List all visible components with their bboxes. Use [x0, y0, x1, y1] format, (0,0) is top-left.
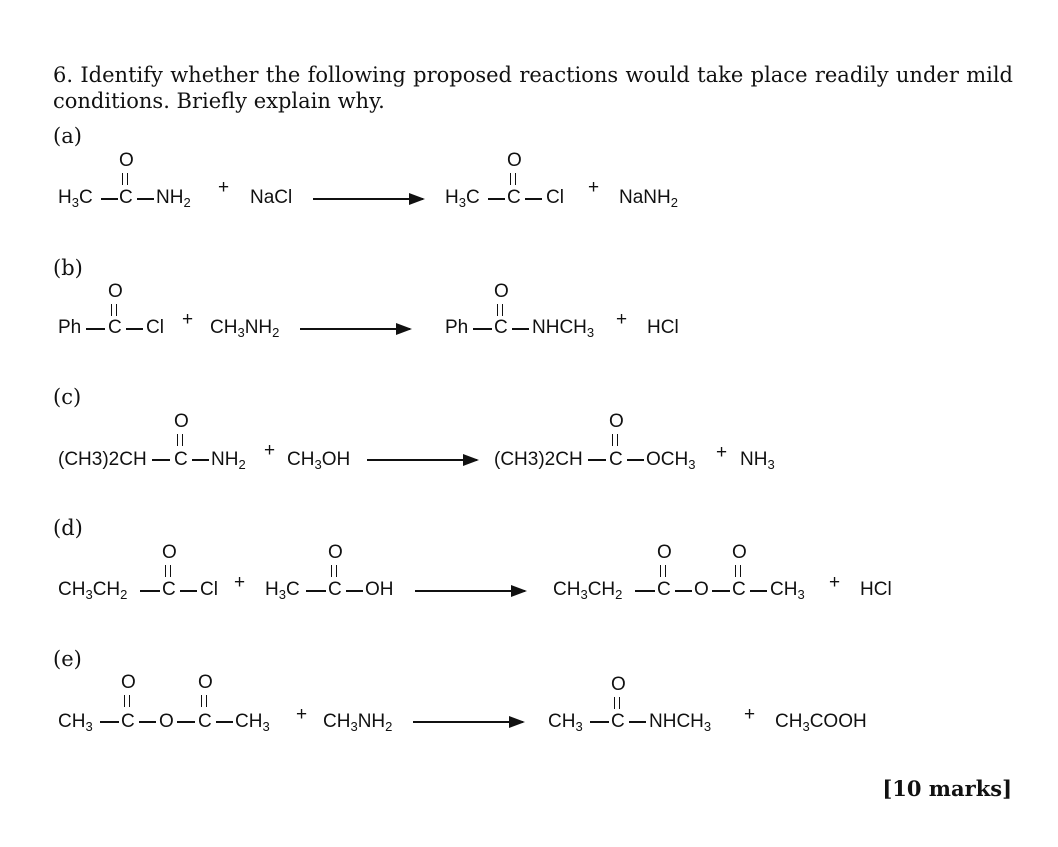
carbonyl-carbon: C	[657, 579, 671, 600]
single-bond	[590, 721, 609, 723]
carbonyl-oxygen: O	[119, 150, 134, 171]
carbonyl-oxygen: O	[507, 150, 522, 171]
reaction-arrow	[313, 198, 423, 200]
reactant-2: $CH_3NH_2$	[323, 711, 393, 734]
reactant-1-right-group: Cl	[146, 317, 164, 338]
plus-sign: +	[182, 309, 194, 330]
reactant-2-right-group: OH	[365, 579, 394, 600]
product-1-right-group: $NHCH_3$	[532, 317, 595, 340]
carbonyl-oxygen: O	[611, 674, 626, 695]
single-bond	[216, 721, 233, 723]
carbonyl-carbon: C	[174, 449, 188, 470]
single-bond	[137, 198, 154, 200]
product-1-left-group: $H_3C$	[445, 187, 480, 210]
single-bond	[750, 590, 767, 592]
single-bond	[180, 590, 197, 592]
carbonyl-carbon: C	[119, 187, 133, 208]
single-bond	[177, 721, 195, 723]
single-bond	[306, 590, 326, 592]
reactant-1-right-group: $CH_3$	[235, 711, 270, 734]
single-bond	[488, 198, 505, 200]
plus-sign: +	[218, 177, 230, 198]
plus-sign: +	[744, 704, 756, 725]
double-bond	[510, 173, 516, 185]
single-bond	[101, 198, 118, 200]
double-bond	[111, 304, 117, 316]
double-bond	[177, 434, 183, 446]
single-bond	[675, 590, 692, 592]
single-bond	[629, 721, 646, 723]
product-2: $CH_3COOH$	[775, 711, 867, 734]
single-bond	[140, 590, 160, 592]
product-1-right-group: $NHCH_3$	[649, 711, 712, 734]
single-bond	[86, 328, 105, 330]
reaction-arrow	[413, 721, 523, 723]
carbonyl-carbon: C	[108, 317, 122, 338]
carbonyl-carbon: C	[198, 711, 212, 732]
part-label-c: (c)	[53, 385, 82, 409]
plus-sign: +	[829, 572, 841, 593]
reactant-1-left-group: $H_3C$	[58, 187, 93, 210]
carbonyl-carbon: C	[609, 449, 623, 470]
marks-label: [10 marks]	[882, 776, 1012, 801]
single-bond	[635, 590, 655, 592]
reactant-2: $CH_3OH$	[287, 449, 351, 472]
carbonyl-carbon: C	[328, 579, 342, 600]
single-bond	[712, 590, 730, 592]
carbonyl-carbon: C	[507, 187, 521, 208]
single-bond	[346, 590, 363, 592]
part-label-b: (b)	[53, 256, 83, 280]
reactant-2: $CH_3NH_2$	[210, 317, 280, 340]
carbonyl-oxygen: O	[174, 411, 189, 432]
carbonyl-oxygen: O	[198, 672, 213, 693]
part-label-a: (a)	[53, 124, 82, 148]
double-bond	[124, 695, 130, 707]
single-bond	[627, 459, 644, 461]
single-bond	[126, 328, 143, 330]
double-bond	[735, 565, 741, 577]
carbonyl-carbon: C	[611, 711, 625, 732]
carbonyl-carbon: C	[732, 579, 746, 600]
ester-bridge-oxygen: O	[694, 579, 709, 600]
product-1-right-group: Cl	[546, 187, 564, 208]
reactant-1-left-group: (CH3)2CH	[58, 449, 147, 470]
reaction-arrow	[415, 590, 525, 592]
double-bond	[122, 173, 128, 185]
single-bond	[512, 328, 529, 330]
carbonyl-oxygen: O	[494, 281, 509, 302]
double-bond	[660, 565, 666, 577]
carbonyl-oxygen: O	[609, 411, 624, 432]
carbonyl-oxygen: O	[108, 281, 123, 302]
product-2: HCl	[647, 317, 679, 338]
reactant-1-right-group: Cl	[200, 579, 218, 600]
double-bond	[497, 304, 503, 316]
product-2: HCl	[860, 579, 892, 600]
single-bond	[525, 198, 542, 200]
single-bond	[588, 459, 606, 461]
product-1-right-group: $OCH_3$	[646, 449, 696, 472]
product-2: $NH_3$	[740, 449, 775, 472]
reaction-arrow	[367, 459, 477, 461]
product-1-left-group: $CH_3$	[548, 711, 583, 734]
carbonyl-carbon: C	[121, 711, 135, 732]
reaction-arrow	[300, 328, 410, 330]
reactant-1-left-group: $CH_3$	[58, 711, 93, 734]
double-bond	[201, 695, 207, 707]
question-text: 6. Identify whether the following proposed reactions would take place readily under mild conditions. Briefly explain why.	[53, 63, 1013, 113]
single-bond	[473, 328, 492, 330]
reactant-1-left-group: Ph	[58, 317, 82, 338]
plus-sign: +	[234, 572, 246, 593]
carbonyl-oxygen: O	[732, 542, 747, 563]
carbonyl-oxygen: O	[328, 542, 343, 563]
product-1-left-group: $CH_3CH_2$	[553, 579, 623, 602]
reactant-1-left-group: $CH_3CH_2$	[58, 579, 128, 602]
carbonyl-oxygen: O	[162, 542, 177, 563]
double-bond	[331, 565, 337, 577]
single-bond	[152, 459, 170, 461]
part-label-e: (e)	[53, 647, 82, 671]
single-bond	[100, 721, 119, 723]
part-label-d: (d)	[53, 516, 83, 540]
double-bond	[165, 565, 171, 577]
double-bond	[614, 697, 620, 709]
reactant-2: NaCl	[250, 187, 293, 208]
reactant-1-right-group: $NH_2$	[211, 449, 246, 472]
reactant-2-left-group: $H_3C$	[265, 579, 300, 602]
plus-sign: +	[588, 177, 600, 198]
single-bond	[192, 459, 209, 461]
product-2: NaNH$_2$	[619, 187, 678, 210]
plus-sign: +	[264, 440, 276, 461]
carbonyl-carbon: C	[162, 579, 176, 600]
plus-sign: +	[616, 309, 628, 330]
double-bond	[612, 434, 618, 446]
carbonyl-carbon: C	[494, 317, 508, 338]
product-1-left-group: Ph	[445, 317, 469, 338]
single-bond	[139, 721, 156, 723]
reactant-1-right-group: $NH_2$	[156, 187, 191, 210]
plus-sign: +	[716, 442, 728, 463]
product-1-right-group: $CH_3$	[770, 579, 805, 602]
carbonyl-oxygen: O	[657, 542, 672, 563]
anhydride-bridge-oxygen: O	[159, 711, 174, 732]
carbonyl-oxygen: O	[121, 672, 136, 693]
product-1-left-group: (CH3)2CH	[494, 449, 583, 470]
plus-sign: +	[296, 704, 308, 725]
